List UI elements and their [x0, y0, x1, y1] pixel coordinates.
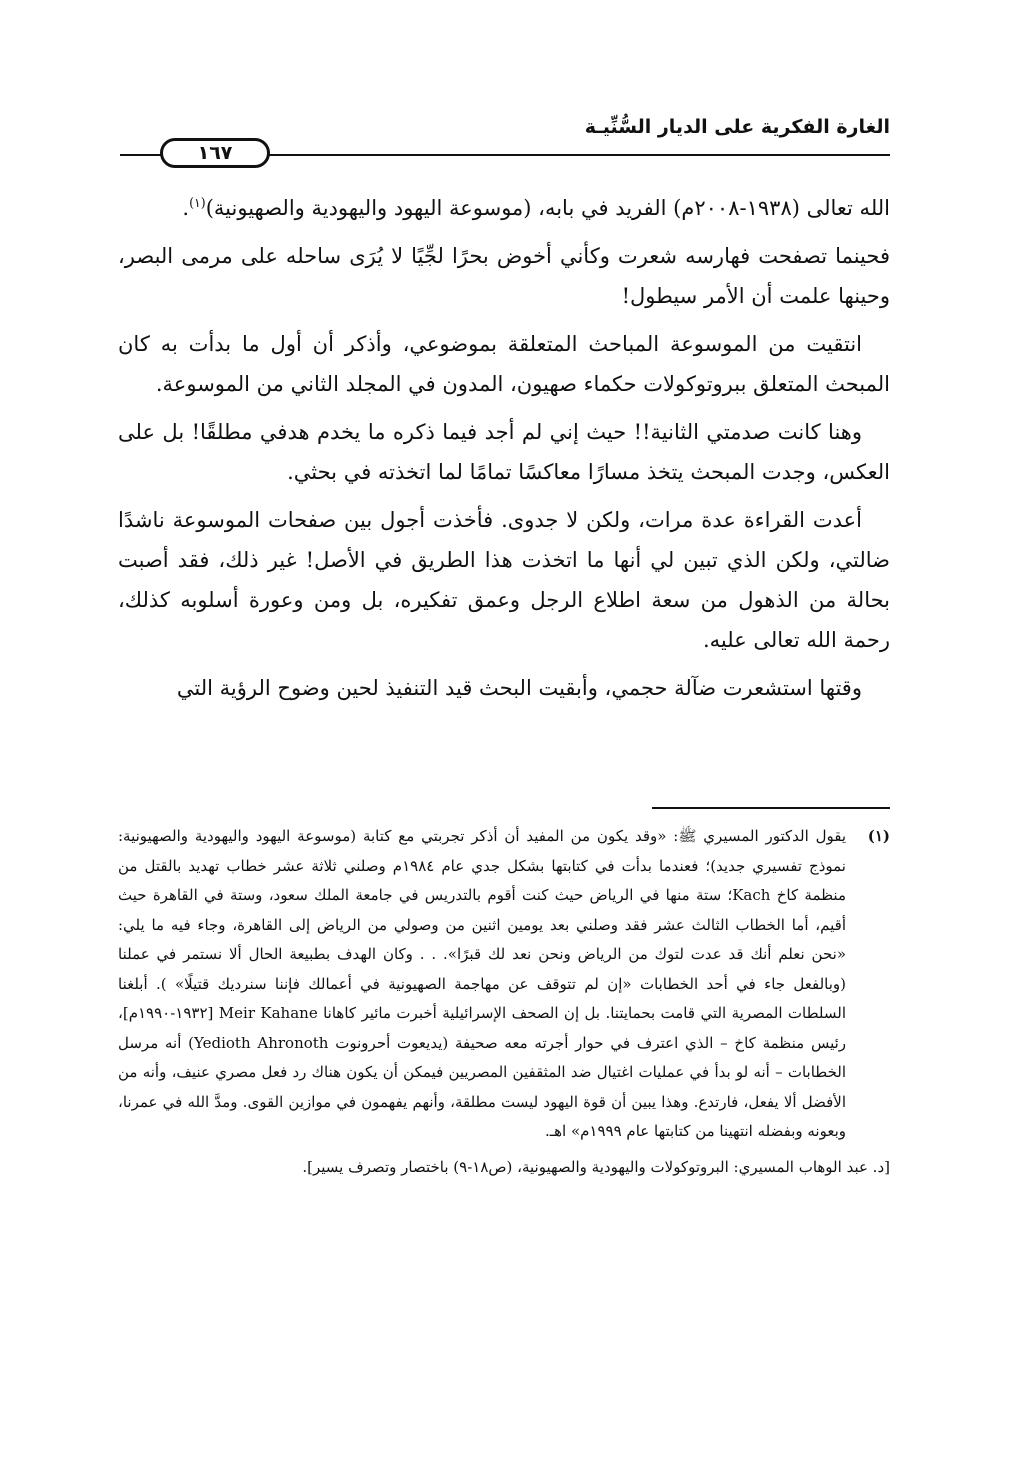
paragraph-1-end: . — [182, 196, 190, 220]
paragraph-1 — [118, 183, 890, 228]
footnotes — [118, 822, 890, 1182]
footnote-1-number: (١) — [867, 827, 890, 845]
footnote-separator — [652, 807, 890, 809]
footnote-1-text: يقول الدكتور المسيري ﷺ: «وقد يكون من المفيد أن أذكر تجربتي مع كتابة (موسوعة اليهود واليهودية والصهيونية: نموذج تفسيري جديد)؛ فعندما بدأت في كتابتها بشكل جدي عام ١٩٨٤م وصلني ثلاثة عشر خطاب تهديد بالقتل من منظمة كاخ Kach؛ ستة منها في الرياض حيث كنت أقوم بالتدريس في جامعة الملك سعود، وستة في القاهرة حيث أقيم، أما الخطاب الثالث عشر فقد وصلني بعد يومين اثنين من وصولي من الرياض إلى القاهرة، وجاء فيه ما يلي: «نحن نعلم أنك قد عدت لتوك من الرياض ونحن نعد لك قبرًا». . . وكان الهدف بطبيعة الحال ألا نستمر في عملنا (وبالفعل جاء في أحد الخطابات «إن لم تتوقف عن مهاجمة الصهيونية في أعمالك فإننا سنرديك قتيلًا» ). أبلغنا السلطات المصرية التي قامت بحمايتنا. بل إن الصحف الإسرائيلية أخبرت مائير كاهانا Meir Kahane [١٩٣٢-١٩٩٠م]، رئيس منظمة كاخ – الذي اعترف في حوار أجرته معه صحيفة (يديعوت أحرونوت Yedioth Ahronoth) أنه مرسل الخطابات – أنه لو بدأ في عمليات اغتيال ضد المثقفين المصريين فيمكن أن يكون هناك رد فعل مصري عنيف، وأنه من الأفضل ألا يفعل، فارتدع. وهذا يبين أن قوة اليهود ليست مطلقة، وأنهم يفهمون في موازين القوى. ومدَّ الله في عمرنا، وبعونه وبفضله انتهينا من كتابتها عام ١٩٩٩م» اهـ. — [118, 827, 847, 1140]
page-number-badge — [160, 138, 270, 168]
footnote-ref-1[interactable]: (١) — [189, 195, 206, 210]
paragraph-1-text: الله تعالى (١٩٣٨-٢٠٠٨م) الفريد في بابه، (موسوعة اليهود واليهودية والصهيونية) — [205, 196, 890, 220]
footnote-1-source: [د. عبد الوهاب المسيري: البروتوكولات واليهودية والصهيونية، (ص١٨-٩) باختصار وتصرف يسير]. — [302, 1157, 890, 1176]
paragraph-2: فحينما تصفحت فهارسه شعرت وكأني أخوض بحرًا لجِّيًا لا يُرَى ساحله على مرمى البصر، وحينها علمت أن الأمر سيطول! — [118, 244, 890, 308]
page-header — [120, 108, 890, 168]
page-number: ١٦٧ — [197, 142, 233, 164]
paragraph-4: وهنا كانت صدمتي الثانية!! حيث إني لم أجد فيما ذكره ما يخدم هدفي مطلقًا! بل على العكس، وجدت المبحث يتخذ مسارًا معاكسًا تمامًا لما اتخذته في بحثي. — [118, 420, 890, 484]
footnote-1 — [118, 822, 890, 1147]
running-title: الغارة الفكرية على الديار السُّنِّيـة — [584, 116, 890, 138]
main-text — [118, 183, 890, 716]
paragraph-3: انتقيت من الموسوعة المباحث المتعلقة بموضوعي، وأذكر أن أول ما بدأت به كان المبحث المتعلق ببروتوكولات حكماء صهيون، المدون في المجلد الثاني من الموسوعة. — [118, 332, 890, 396]
paragraph-5: أعدت القراءة عدة مرات، ولكن لا جدوى. فأخذت أجول بين صفحات الموسوعة ناشدًا ضالتي، ولكن الذي تبين لي أنها ما اتخذت هذا الطريق في الأصل! غير ذلك، فقد أصبت بحالة من الذهول من سعة اطلاع الرجل وعمق تفكيره، بل ومن وعورة أسلوبه كذلك، رحمة الله تعالى عليه. — [118, 508, 890, 652]
paragraph-6: وقتها استشعرت ضآلة حجمي، وأبقيت البحث قيد التنفيذ لحين وضوح الرؤية التي — [176, 676, 862, 700]
